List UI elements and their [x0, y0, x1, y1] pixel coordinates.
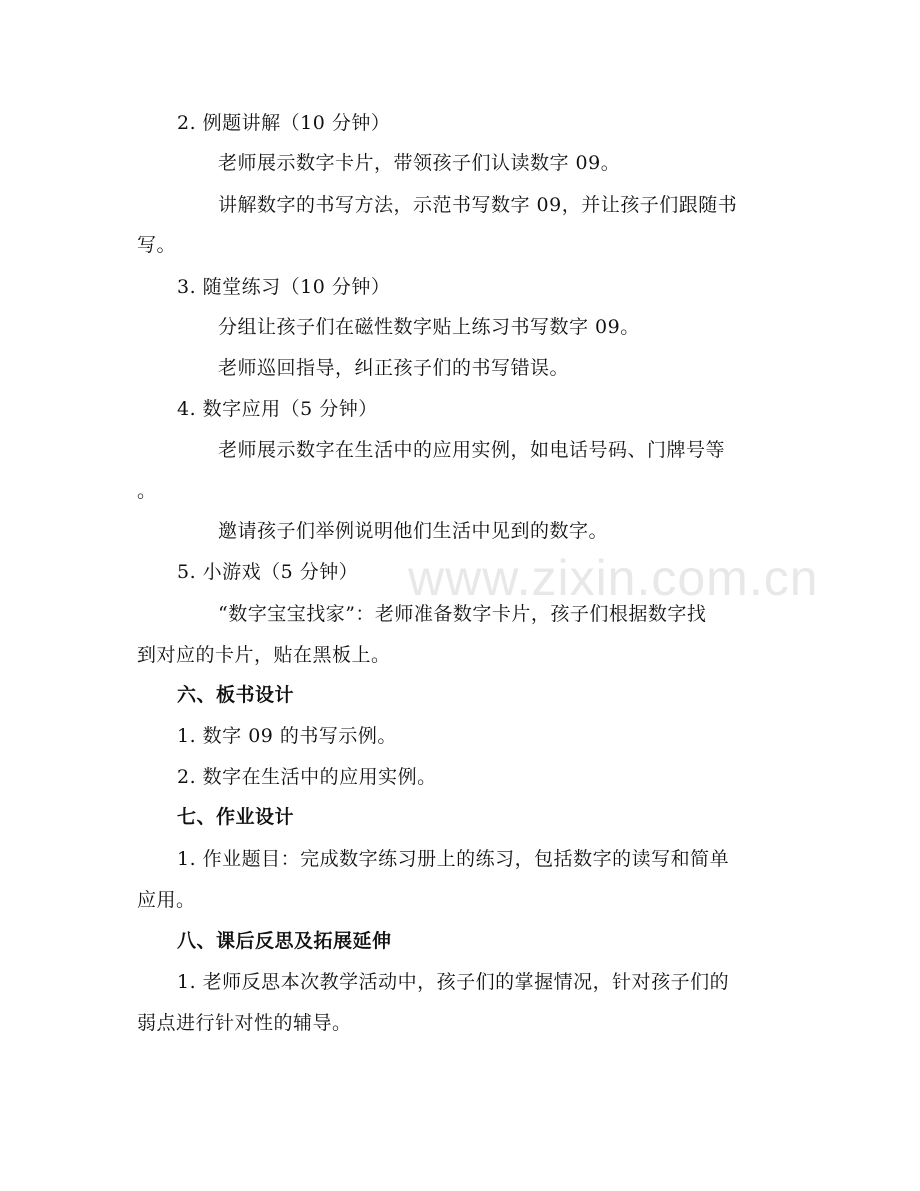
paragraph-line: 老师巡回指导，纠正孩子们的书写错误。: [218, 357, 570, 379]
list-item: 2. 数字在生活中的应用实例。: [177, 766, 437, 788]
paragraph-line: 分组让孩子们在磁性数字贴上练习书写数字 09。: [218, 316, 640, 338]
step-heading-4: 4. 数字应用（5 分钟）: [177, 398, 378, 420]
section-heading-7: 七、作业设计: [177, 806, 295, 828]
paragraph-line: 应用。: [137, 889, 196, 911]
paragraph-line: 。: [137, 480, 157, 502]
paragraph-line: 老师展示数字在生活中的应用实例，如电话号码、门牌号等: [218, 439, 726, 461]
section-heading-8: 八、课后反思及拓展延伸: [177, 930, 392, 952]
paragraph-line: 邀请孩子们举例说明他们生活中见到的数字。: [218, 520, 609, 542]
section-heading-6: 六、板书设计: [177, 684, 295, 706]
paragraph-line: 弱点进行针对性的辅导。: [137, 1012, 352, 1034]
list-item: 1. 作业题目：完成数字练习册上的练习，包括数字的读写和简单: [177, 848, 730, 870]
list-item: 1. 老师反思本次教学活动中，孩子们的掌握情况，针对孩子们的: [177, 971, 730, 993]
watermark: www.zixin.com.cn: [408, 550, 819, 606]
paragraph-line: 到对应的卡片，贴在黑板上。: [137, 644, 391, 666]
paragraph-line: 老师展示数字卡片，带领孩子们认读数字 09。: [218, 152, 621, 174]
paragraph-line: “数字宝宝找家”：老师准备数字卡片，孩子们根据数字找: [218, 603, 707, 625]
step-heading-2: 2. 例题讲解（10 分钟）: [177, 112, 391, 134]
step-heading-3: 3. 随堂练习（10 分钟）: [177, 276, 391, 298]
list-item: 1. 数字 09 的书写示例。: [177, 725, 397, 747]
step-heading-5: 5. 小游戏（5 分钟）: [177, 561, 359, 583]
paragraph-line: 写。: [137, 234, 177, 256]
paragraph-line: 讲解数字的书写方法，示范书写数字 09，并让孩子们跟随书: [218, 194, 738, 216]
